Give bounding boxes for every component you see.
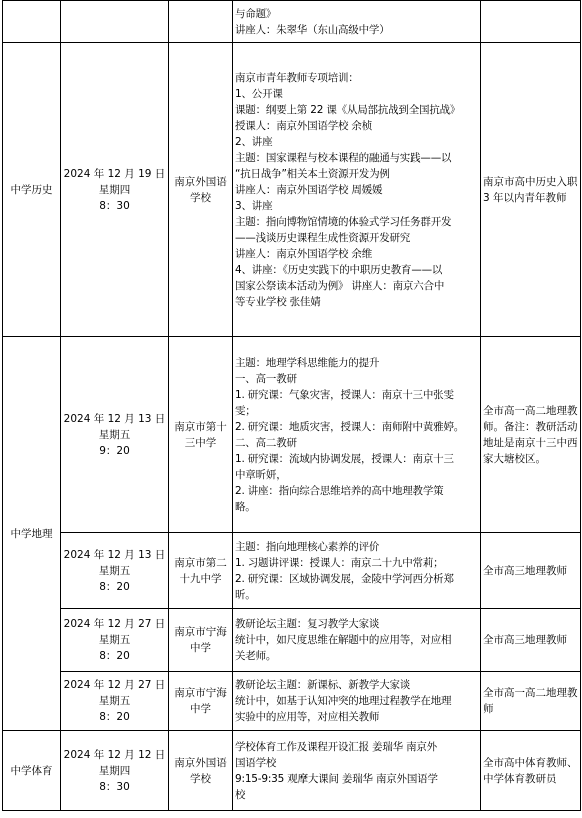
subject-cell: 中学历史 <box>3 43 61 337</box>
subject-cell: 中学体育 <box>3 731 61 811</box>
time-cell: 2024 年 12 月 12 日 星期四 8：30 <box>61 731 169 811</box>
content-cell: 主题：指向地理核心素养的评价 1. 习题讲评课：授课人：南京二十九中常莉； 2. 研究课：区域协调发展，金陵中学河西分析郑 昕。 <box>233 533 481 609</box>
content-cell: 与命题》 讲座人：朱翠华（东山高级中学） <box>233 1 481 43</box>
location-cell: 南京外国语学校 <box>169 731 233 811</box>
location-cell: 南京市第十三中学 <box>169 337 233 533</box>
time-cell <box>61 1 169 43</box>
subject-cell <box>3 1 61 43</box>
table-row <box>3 609 581 672</box>
content-cell: 学校体育工作及课程开设汇报 姜瑞华 南京外 国语学校 9:15-9:35 观摩大课间 姜瑞华 南京外国语学 校 <box>233 731 481 811</box>
table-row <box>3 337 581 533</box>
audience-cell: 全市高一高二地理教师 <box>481 672 581 731</box>
content-cell: 南京市青年教师专项培训： 1、公开课 课题：纲要上第 22 课《从局部抗战到全国抗战》 授课人：南京外国语学校 余桢 2、讲座 主题：国家课程与校本课程的融通与实践——以 “抗日战争”相关本土资源开发为例 讲座人：南京外国语学校 周媛媛 3、讲座 主题：指向博物馆情境的体验式学习任务群开发 ——浅谈历史课程生成性资源开发研究 讲座人：南京外国语学校 余维 4、讲座：《历史实践下的中职历史教育——以 国家公祭读本活动为例》 讲座人：南京六合中 等专业学校 张佳婧 <box>233 43 481 337</box>
audience-cell: 全市高中体育教师、中学体育教研员 <box>481 731 581 811</box>
time-cell: 2024 年 12 月 27 日 星期五 8：20 <box>61 609 169 672</box>
table-row <box>3 672 581 731</box>
content-cell: 主题：地理学科思维能力的提升 一、高一教研 1. 研究课：气象灾害，授课人：南京十三中张雯 雯； 2. 研究课：地质灾害，授课人：南师附中黄雅婷。 二、高二教研 1. 研究课：流域内协调发展，授课人：南京十三 中章昕妍， 2. 讲座：指向综合思维培养的高中地理教学策 略。 <box>233 337 481 533</box>
content-cell: 教研论坛主题：新课标、新教学大家谈 统计中，如基于认知冲突的地理过程教学在地理 实验中的应用等，对应相关教师 <box>233 672 481 731</box>
time-cell: 2024 年 12 月 13 日 星期五 8：20 <box>61 533 169 609</box>
table-row <box>3 1 581 43</box>
location-cell: 南京市宁海中学 <box>169 609 233 672</box>
location-cell: 南京市第二十九中学 <box>169 533 233 609</box>
table-row <box>3 43 581 337</box>
time-cell: 2024 年 12 月 27 日 星期五 8：20 <box>61 672 169 731</box>
audience-cell: 全市高三地理教师 <box>481 533 581 609</box>
location-cell: 南京市宁海中学 <box>169 672 233 731</box>
time-cell: 2024 年 12 月 13 日 星期五 9：20 <box>61 337 169 533</box>
time-cell: 2024 年 12 月 19 日 星期四 8：30 <box>61 43 169 337</box>
subject-cell: 中学地理 <box>3 337 61 731</box>
audience-cell: 南京市高中历史入职 3 年以内青年教师 <box>481 43 581 337</box>
table-row <box>3 731 581 811</box>
content-cell: 教研论坛主题：复习教学大家谈 统计中，如尺度思维在解题中的应用等，对应相 关老师。 <box>233 609 481 672</box>
audience-cell: 全市高三地理教师 <box>481 609 581 672</box>
audience-cell: 全市高一高二地理教师。备注：教研活动地址是南京十三中西家大塘校区。 <box>481 337 581 533</box>
table-row <box>3 533 581 609</box>
audience-cell <box>481 1 581 43</box>
schedule-table <box>2 0 581 811</box>
location-cell <box>169 1 233 43</box>
location-cell: 南京外国语学校 <box>169 43 233 337</box>
